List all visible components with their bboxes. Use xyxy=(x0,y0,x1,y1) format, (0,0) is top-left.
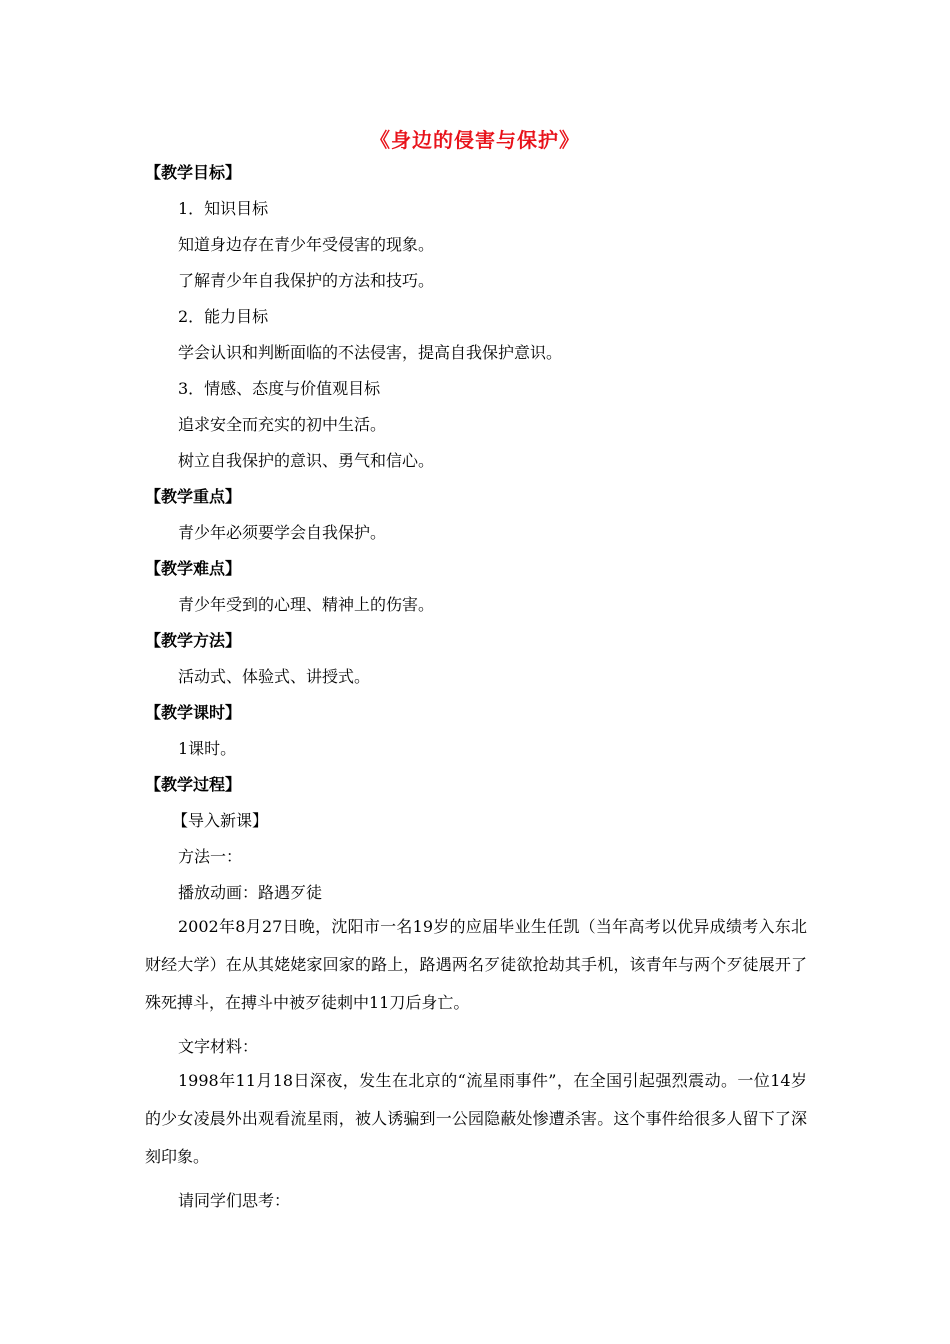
goal-knowledge-heading: 1．知识目标 xyxy=(178,199,269,218)
goal-ability-item-1: 学会认识和判断面临的不法侵害，提高自我保护意识。 xyxy=(178,343,563,362)
heading-process: 【教学过程】 xyxy=(145,775,242,794)
story-paragraph-2: 1998年11月18日深夜，发生在北京的“流星雨事件”，在全国引起强烈震动。一位14岁的少女凌晨外出观看流星雨，被人诱骗到一公园隐蔽处惨遭杀害。这个事件给很多人留下了深刻印象。 xyxy=(145,1071,807,1166)
story-paragraph-1: 2002年8月27日晚，沈阳市一名19岁的应届毕业生任凯（当年高考以优异成绩考入东北财经大学）在从其姥姥家回家的路上，路遇两名歹徒欲抢劫其手机，该青年与两个歹徒展开了殊死搏斗，在搏斗中被歹徒刺中11刀后身亡。 xyxy=(145,917,807,1012)
goal-emotion-item-1: 追求安全而充实的初中生活。 xyxy=(178,415,387,434)
heading-methods: 【教学方法】 xyxy=(145,631,242,650)
animation-label: 播放动画：路遇歹徒 xyxy=(178,883,323,902)
intro-heading: 【导入新课】 xyxy=(172,811,269,830)
goal-emotion-heading: 3．情感、态度与价值观目标 xyxy=(178,379,381,398)
method-one-label: 方法一： xyxy=(178,847,243,866)
heading-key-points: 【教学重点】 xyxy=(145,487,242,506)
heading-difficulties: 【教学难点】 xyxy=(145,559,242,578)
class-hours-text: 1课时。 xyxy=(178,739,237,758)
document-title: 《身边的侵害与保护》 xyxy=(370,128,580,152)
think-prompt: 请同学们思考： xyxy=(178,1191,291,1210)
heading-class-hours: 【教学课时】 xyxy=(145,703,242,722)
goal-ability-heading: 2．能力目标 xyxy=(178,307,269,326)
text-material-label: 文字材料： xyxy=(178,1037,259,1056)
goal-knowledge-item-2: 了解青少年自我保护的方法和技巧。 xyxy=(178,271,435,290)
heading-teaching-goals: 【教学目标】 xyxy=(145,163,242,182)
goal-emotion-item-2: 树立自我保护的意识、勇气和信心。 xyxy=(178,451,435,470)
difficulties-text: 青少年受到的心理、精神上的伤害。 xyxy=(178,595,435,614)
methods-text: 活动式、体验式、讲授式。 xyxy=(178,667,371,686)
goal-knowledge-item-1: 知道身边存在青少年受侵害的现象。 xyxy=(178,235,435,254)
key-points-text: 青少年必须要学会自我保护。 xyxy=(178,523,387,542)
